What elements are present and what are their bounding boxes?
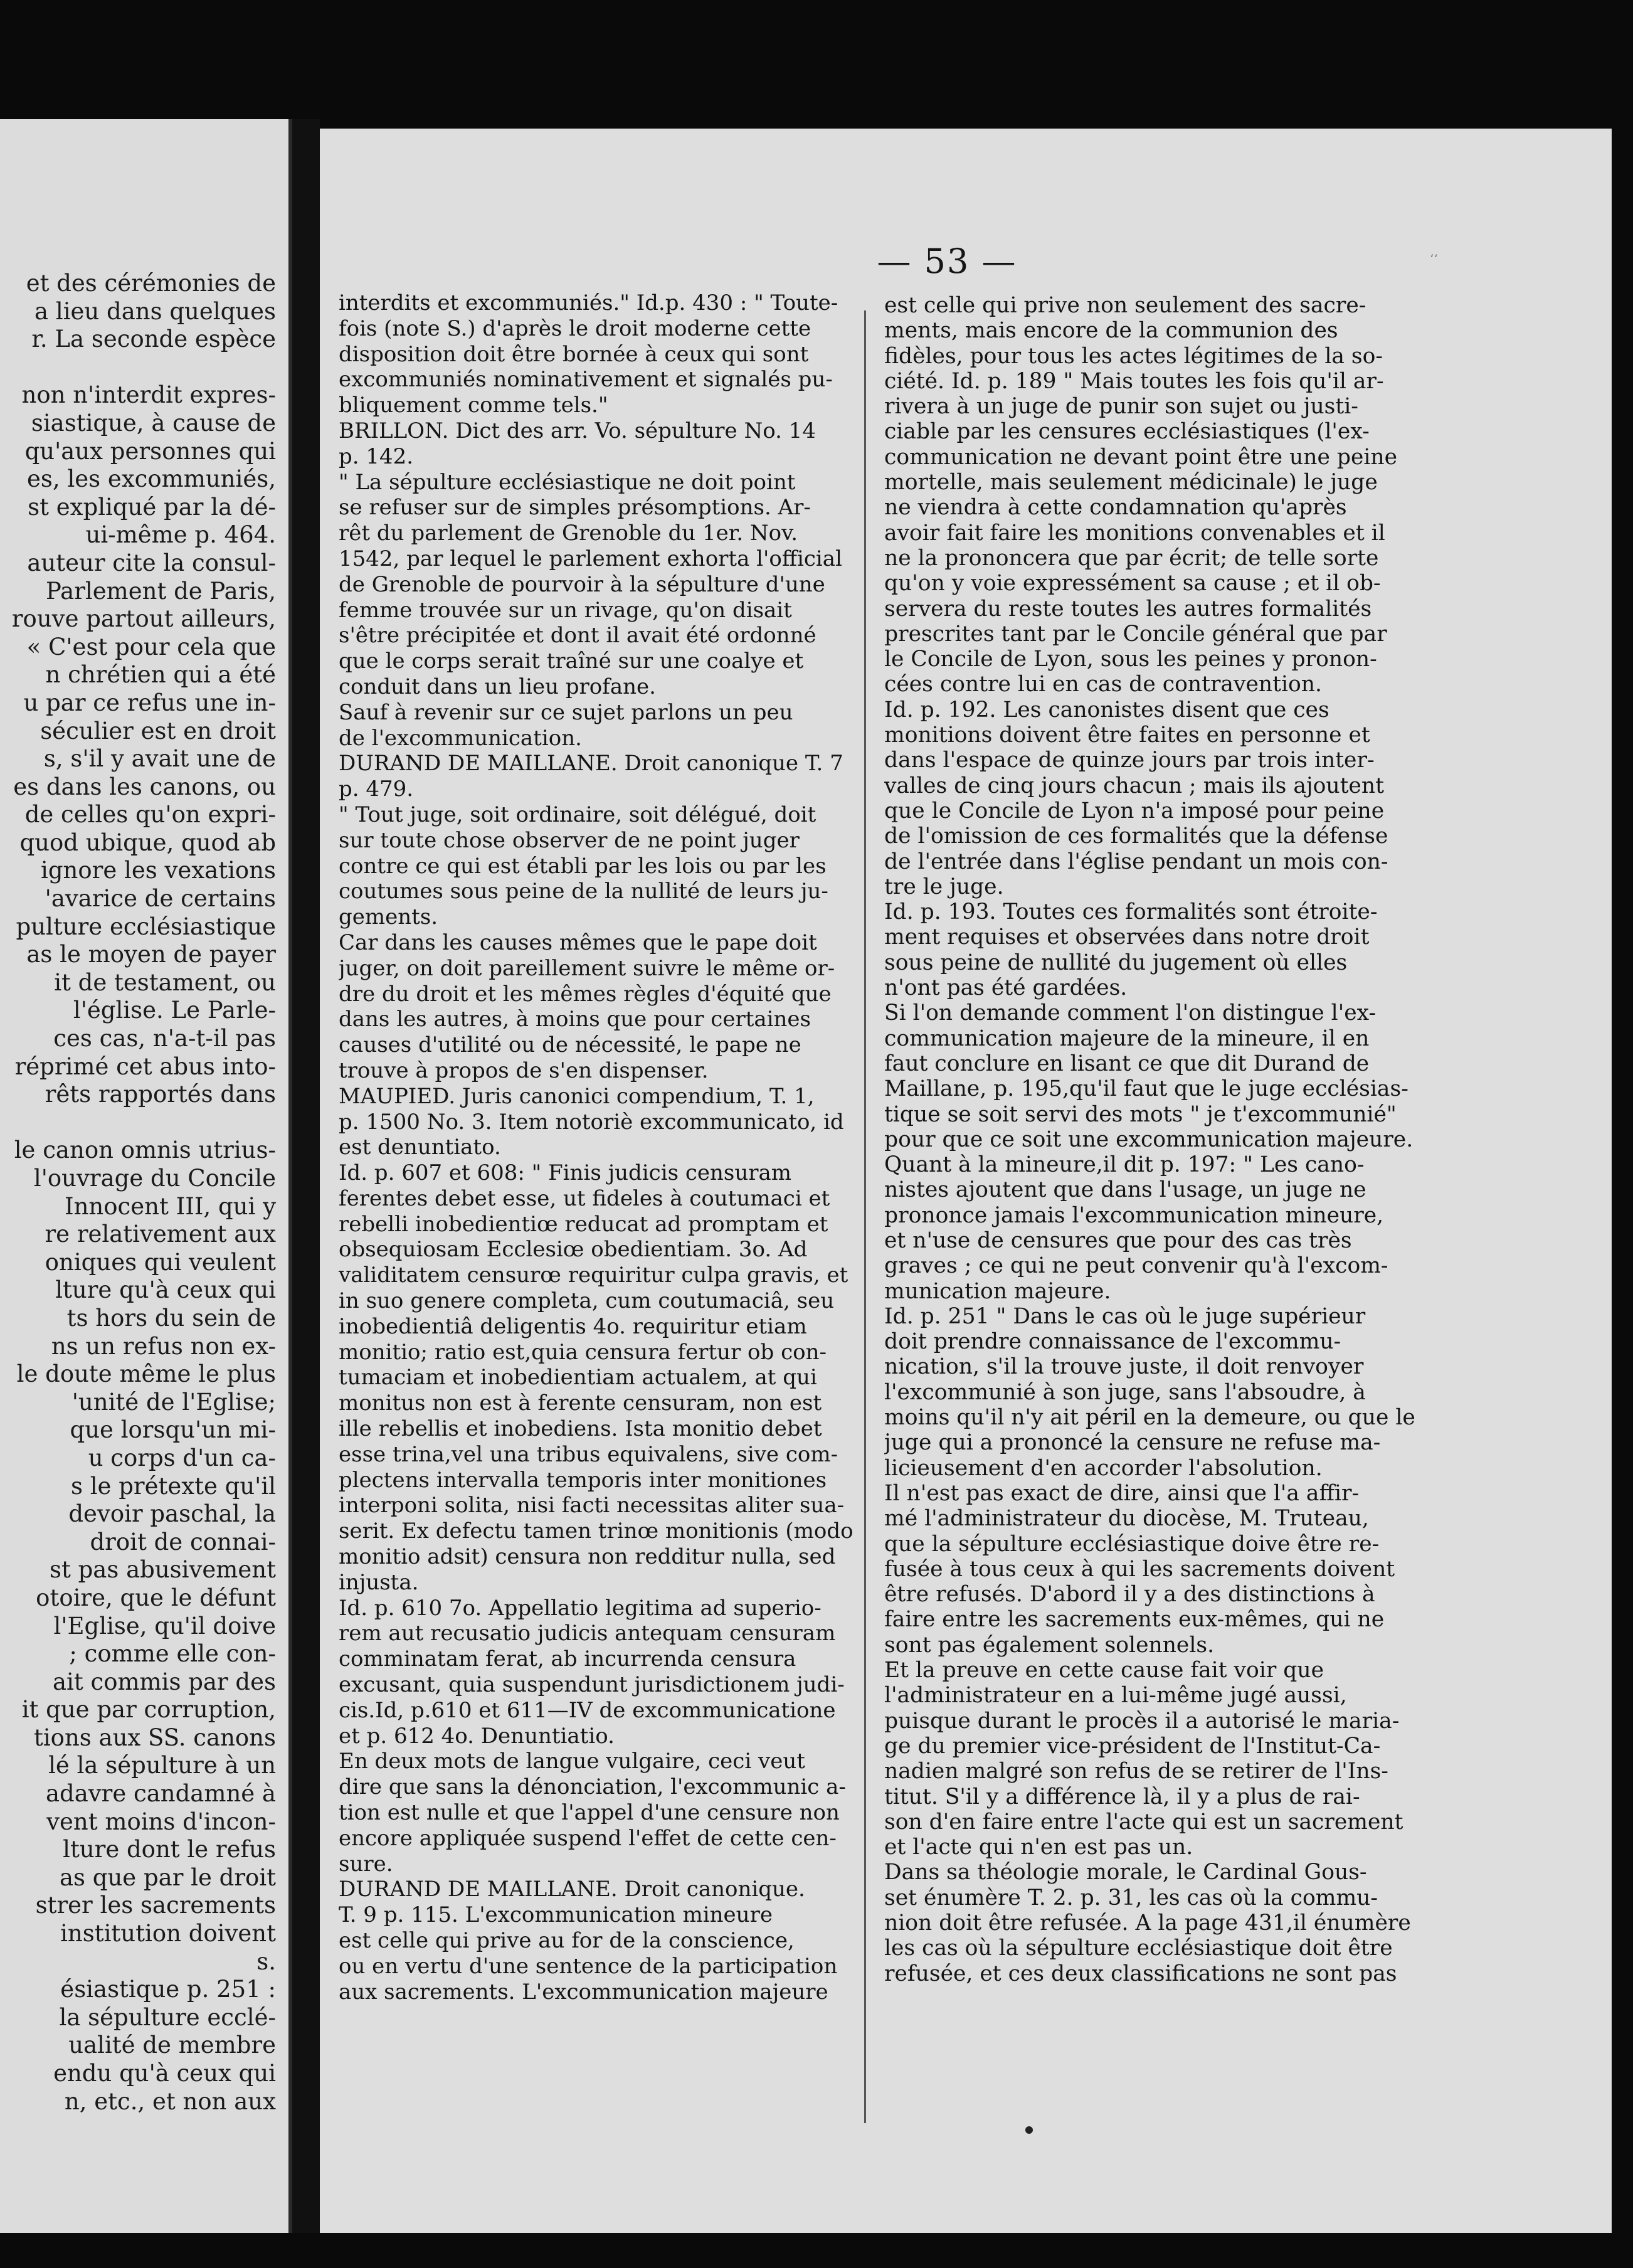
text-line: n'ont pas été gardées.: [884, 975, 1128, 1001]
text-line: et l'acte qui n'en est pas un.: [884, 1835, 1193, 1860]
text-line: disposition doit être bornée à ceux qui sont: [339, 341, 809, 367]
text-line: être refusés. D'abord il y a des distinctions à: [884, 1582, 1375, 1608]
text-line: dans les autres, à moins que pour certaines: [339, 1007, 811, 1032]
page: [320, 129, 1612, 2233]
text-line: se refuser sur de simples présomptions. Ar-: [339, 495, 811, 521]
facing-page-line: l'Eglise, qu'il doive: [53, 1612, 276, 1640]
text-line: coutumes sous peine de la nullité de leurs ju-: [339, 879, 828, 904]
text-line: Dans sa théologie morale, le Cardinal Gous-: [884, 1860, 1367, 1885]
text-line: ment requises et observées dans notre droit: [884, 925, 1370, 950]
text-line: et n'use de censures que pour des cas très: [884, 1227, 1352, 1253]
text-line: que le corps serait traîné sur une coalye et: [339, 649, 804, 674]
facing-page-line: institution doivent: [60, 1920, 276, 1947]
facing-page-line: ces cas, n'a-t-il pas: [53, 1025, 276, 1052]
text-line: trouve à propos de s'en dispenser.: [339, 1057, 709, 1083]
facing-page-line: droit de connai-: [90, 1528, 276, 1555]
text-line: excusant, quia suspendunt jurisdictionem judi-: [339, 1672, 845, 1698]
facing-page-line: as le moyen de payer: [26, 941, 276, 968]
facing-page-line: ignore les vexations: [41, 857, 276, 884]
text-line: mortelle, mais seulement médicinale) le juge: [884, 470, 1378, 495]
text-line: son d'en faire entre l'acte qui est un sacrement: [884, 1809, 1403, 1835]
facing-page-line: n, etc., et non aux: [64, 2087, 276, 2115]
text-column-left: [339, 290, 872, 2005]
text-line: validitatem censurœ requiritur culpa gravis, et: [339, 1263, 848, 1288]
facing-page-line: vent moins d'incon-: [46, 1808, 276, 1835]
text-line: faut conclure en lisant ce que dit Durand de: [884, 1051, 1370, 1076]
facing-page-line: auteur cite la consul-: [27, 549, 276, 576]
facing-page-line: que lorsqu'un mi-: [70, 1416, 276, 1444]
facing-page-line: s le prétexte qu'il: [70, 1472, 276, 1500]
text-line: rêt du parlement de Grenoble du 1er. Nov.: [339, 521, 798, 546]
facing-page-line: ait commis par des: [52, 1668, 276, 1695]
text-line: Id. p. 193. Toutes ces formalités sont étroite-: [884, 899, 1378, 925]
text-line: Maillane, p. 195,qu'il faut que le juge ecclésias-: [884, 1076, 1408, 1102]
text-line: servera du reste toutes les autres formalités: [884, 596, 1372, 622]
facing-page-line: le canon omnis utrius-: [14, 1137, 276, 1164]
text-line: ne viendra à cette condamnation qu'après: [884, 495, 1347, 521]
text-line: mé l'administrateur du diocèse, M. Truteau,: [884, 1506, 1369, 1532]
text-line: " La sépulture ecclésiastique ne doit point: [339, 469, 796, 495]
text-line: sur toute chose observer de ne point juger: [339, 827, 800, 853]
text-line: dre du droit et les mêmes règles d'équité que: [339, 981, 832, 1007]
facing-page-line: r. La seconde espèce: [31, 326, 276, 353]
text-line: faire entre les sacrements eux-mêmes, qui ne: [884, 1607, 1385, 1633]
book-gutter: [292, 119, 320, 2233]
text-line: munication majeure.: [884, 1278, 1111, 1304]
facing-page-line: es dans les canons, ou: [13, 773, 276, 800]
text-line: cis.Id, p.610 et 611—IV de excommunicatione: [339, 1697, 836, 1723]
facing-page-line: it de testament, ou: [54, 968, 276, 996]
facing-page-line: ualité de membre: [68, 2032, 276, 2059]
facing-page-line: re relativement aux: [45, 1221, 276, 1248]
text-line: ments, mais encore de la communion des: [884, 318, 1338, 344]
text-line: le Concile de Lyon, sous les peines y pronon-: [884, 647, 1377, 672]
facing-page-line: 'unité de l'Eglise;: [71, 1388, 276, 1416]
text-line: dans l'espace de quinze jours par trois inter-: [884, 748, 1375, 773]
ink-dot: [1025, 2126, 1033, 2134]
text-line: doit prendre connaissance de l'excommu-: [884, 1329, 1341, 1355]
facing-page-line: quod ubique, quod ab: [19, 829, 276, 856]
text-line: que le Concile de Lyon n'a imposé pour peine: [884, 798, 1385, 824]
facing-page-line: et des cérémonies de: [26, 270, 276, 297]
facing-page-line: l'église. Le Parle-: [73, 997, 276, 1024]
text-line: inobedientiâ deligentis 4o. requiritur etiam: [339, 1313, 807, 1339]
facing-page-line: [0, 354, 276, 382]
facing-page-line: la sépulture ecclé-: [59, 2003, 276, 2031]
text-line: l'administrateur en a lui-même jugé aussi,: [884, 1683, 1347, 1709]
text-line: interponi solita, nisi facti necessitas aliter sua-: [339, 1493, 845, 1518]
text-line: fusée à tous ceux à qui les sacrements doivent: [884, 1556, 1395, 1582]
facing-page-line: s, s'il y avait une de: [43, 745, 276, 773]
text-line: valles de cinq jours chacun ; mais ils ajoutent: [884, 773, 1384, 798]
text-line: monitio adsit) censura non redditur nulla, sed: [339, 1544, 836, 1570]
text-line: in suo genere completa, cum coutumaciâ, seu: [339, 1288, 835, 1314]
text-line: contre ce qui est établi par les lois ou par les: [339, 853, 827, 879]
facing-page-line: de celles qu'on expri-: [24, 801, 276, 829]
facing-page-line: as que par le droit: [59, 1863, 276, 1891]
facing-page-line: siastique, à cause de: [31, 409, 276, 437]
facing-page-line: Innocent III, qui y: [64, 1192, 276, 1220]
text-line: femme trouvée sur un rivage, qu'on disait: [339, 597, 792, 623]
facing-page-line: st pas abusivement: [50, 1556, 276, 1584]
facing-page-line: endu qu'à ceux qui: [53, 2060, 276, 2087]
facing-page-line: es, les excommuniés,: [27, 465, 276, 493]
text-line: de l'omission de ces formalités que la défense: [884, 824, 1388, 849]
text-line: Car dans les causes mêmes que le pape doit: [339, 930, 817, 955]
text-line: DURAND DE MAILLANE. Droit canonique.: [339, 1877, 805, 1902]
facing-page-line: devoir paschal, la: [68, 1500, 276, 1528]
text-line: ciable par les censures ecclésiastiques (l'ex-: [884, 419, 1370, 445]
text-line: ille rebellis et inobediens. Ista monitio debet: [339, 1416, 822, 1442]
text-line: p. 1500 No. 3. Item notoriè excommunicato, id: [339, 1109, 844, 1135]
text-line: p. 142.: [339, 443, 414, 469]
text-line: Id. p. 607 et 608: " Finis judicis censuram: [339, 1160, 792, 1186]
facing-page-line: ; comme elle con-: [69, 1640, 276, 1668]
facing-page-text: [0, 270, 276, 2116]
text-line: puisque durant le procès il a autorisé le maria-: [884, 1708, 1400, 1734]
text-line: Id. p. 251 " Dans le cas où le juge supérieur: [884, 1303, 1366, 1329]
page-number: — 53 —: [877, 241, 1017, 281]
facing-page-line: lture qu'à ceux qui: [55, 1276, 276, 1304]
facing-page-line: Parlement de Paris,: [45, 577, 276, 605]
facing-page-line: lé la sépulture à un: [48, 1752, 276, 1779]
facing-page-line: u par ce refus une in-: [23, 689, 276, 716]
facing-page-line: oniques qui veulent: [45, 1248, 276, 1276]
text-line: tique se soit servi des mots " je t'excommunié": [884, 1101, 1397, 1127]
text-line: interdits et excommuniés." Id.p. 430 : " Toute-: [339, 290, 838, 315]
text-line: BRILLON. Dict des arr. Vo. sépulture No. 14: [339, 418, 816, 443]
text-line: Id. p. 610 7o. Appellatio legitima ad superio-: [339, 1595, 822, 1621]
facing-page-line: adavre candamné à: [45, 1780, 276, 1808]
text-line: nication, s'il la trouve juste, il doit renvoyer: [884, 1354, 1364, 1380]
text-line: l'excommunié à son juge, sans l'absoudre, à: [884, 1379, 1366, 1405]
text-line: encore appliquée suspend l'effet de cette cen-: [339, 1825, 837, 1851]
text-line: rivera à un juge de punir son sujet ou justi-: [884, 394, 1358, 420]
text-line: prononce jamais l'excommunication mineure,: [884, 1202, 1384, 1228]
facing-page-line: 'avarice de certains: [45, 885, 276, 913]
facing-page-line: [0, 1109, 276, 1137]
text-line: est denuntiato.: [339, 1135, 501, 1160]
text-line: ciété. Id. p. 189 " Mais toutes les fois qu'il ar-: [884, 368, 1384, 394]
text-line: juge qui a prononcé la censure ne refuse ma-: [884, 1430, 1381, 1456]
text-line: Il n'est pas exact de dire, ainsi que l'a affir-: [884, 1480, 1360, 1506]
text-line: de l'entrée dans l'église pendant un mois con-: [884, 849, 1388, 874]
facing-page-line: st expliqué par la dé-: [28, 493, 276, 521]
page-edge-mark: ʻʻ: [1430, 252, 1438, 267]
text-line: sous peine de nullité du jugement où elles: [884, 950, 1348, 975]
text-line: sure.: [339, 1851, 393, 1877]
text-line: DURAND DE MAILLANE. Droit canonique T. 7: [339, 751, 843, 776]
text-line: s'être précipitée et dont il avait été ordonné: [339, 623, 816, 649]
text-line: plectens intervalla temporis inter monitiones: [339, 1467, 827, 1493]
facing-page-line: u corps d'un ca-: [88, 1444, 276, 1471]
facing-page-line: n chrétien qui a été: [45, 661, 276, 689]
facing-page-fragment: [0, 119, 292, 2233]
text-line: nistes ajoutent que dans l'usage, un juge ne: [884, 1177, 1366, 1203]
text-line: fois (note S.) d'après le droit moderne cette: [339, 315, 811, 341]
text-line: monitions doivent être faites en personne et: [884, 723, 1370, 748]
text-line: bliquement comme tels.": [339, 393, 608, 418]
text-line: MAUPIED. Juris canonici compendium, T. 1,: [339, 1083, 815, 1109]
text-line: comminatam ferat, ab incurrenda censura: [339, 1646, 796, 1672]
facing-page-line: qu'aux personnes qui: [24, 437, 276, 465]
text-line: " Tout juge, soit ordinaire, soit délégué, doit: [339, 802, 816, 827]
text-line: ne la prononcera que par écrit; de telle sorte: [884, 545, 1379, 571]
facing-page-line: a lieu dans quelques: [34, 297, 276, 325]
text-line: communication majeure de la mineure, il en: [884, 1025, 1370, 1051]
text-line: communication ne devant point être une peine: [884, 444, 1398, 470]
text-line: Sauf à revenir sur ce sujet parlons un peu: [339, 699, 793, 725]
text-line: fidèles, pour tous les actes légitimes de la so-: [884, 343, 1383, 369]
facing-page-line: s.: [256, 1947, 276, 1975]
text-line: prescrites tant par le Concile général que par: [884, 621, 1387, 647]
text-line: aux sacrements. L'excommunication majeure: [339, 1979, 828, 2005]
text-line: set énumère T. 2. p. 31, les cas où la commu-: [884, 1885, 1378, 1910]
text-line: nion doit être refusée. A la page 431,il énumère: [884, 1910, 1411, 1936]
text-line: rebelli inobedientiœ reducat ad promptam et: [339, 1211, 828, 1237]
text-line: Et la preuve en cette cause fait voir que: [884, 1658, 1324, 1683]
facing-page-line: strer les sacrements: [35, 1892, 276, 1919]
facing-page-line: ui-même p. 464.: [85, 521, 276, 549]
text-line: En deux mots de langue vulgaire, ceci veut: [339, 1749, 805, 1774]
facing-page-line: non n'interdit expres-: [21, 381, 276, 409]
text-line: les cas où la sépulture ecclésiastique doit être: [884, 1936, 1393, 1961]
text-line: T. 9 p. 115. L'excommunication mineure: [339, 1902, 773, 1928]
text-line: sont pas également solennels.: [884, 1632, 1215, 1658]
text-line: 1542, par lequel le parlement exhorta l'official: [339, 546, 842, 571]
text-line: de l'excommunication.: [339, 725, 582, 751]
text-line: Si l'on demande comment l'on distingue l'ex-: [884, 1000, 1377, 1026]
facing-page-line: ns un refus non ex-: [51, 1332, 276, 1360]
text-line: serit. Ex defectu tamen trinœ monitionis (modo: [339, 1518, 853, 1544]
text-line: que la sépulture ecclésiastique doive être re-: [884, 1531, 1380, 1557]
column-divider: [864, 310, 866, 2123]
text-line: titut. S'il y a différence là, il y a plus de rai-: [884, 1784, 1360, 1810]
facing-page-line: ts hors du sein de: [66, 1304, 276, 1332]
text-line: licieusement d'en accorder l'absolution.: [884, 1455, 1323, 1481]
text-line: injusta.: [339, 1569, 419, 1595]
text-line: Quant à la mineure,il dit p. 197: " Les cano-: [884, 1152, 1365, 1178]
text-line: juger, on doit pareillement suivre le même or-: [339, 955, 835, 981]
text-line: dire que sans la dénonciation, l'excommunic a-: [339, 1774, 846, 1800]
text-line: ou en vertu d'une sentence de la participation: [339, 1953, 838, 1979]
facing-page-line: ésiastique p. 251 :: [60, 1976, 276, 2003]
text-line: tumaciam et inobedientiam actualem, at qui: [339, 1365, 817, 1391]
facing-page-line: réprimé cet abus into-: [14, 1052, 276, 1080]
facing-page-line: rêts rapportés dans: [45, 1081, 276, 1108]
text-line: et p. 612 4o. Denuntiatio.: [339, 1723, 615, 1749]
text-line: gements.: [339, 904, 438, 930]
text-line: avoir fait faire les monitions convenables et il: [884, 520, 1385, 546]
text-line: monitus non est à ferente censuram, non est: [339, 1391, 822, 1416]
text-line: ferentes debet esse, ut fideles à coutumaci et: [339, 1185, 830, 1211]
text-line: est celle qui prive au for de la conscience,: [339, 1928, 795, 1953]
facing-page-line: séculier est en droit: [40, 717, 276, 745]
text-line: refusée, et ces deux classifications ne sont pas: [884, 1961, 1397, 1986]
text-line: nadien malgré son refus de se retirer de l'Ins-: [884, 1759, 1388, 1784]
text-line: causes d'utilité ou de nécessité, le pape ne: [339, 1032, 801, 1058]
text-line: monitio; ratio est,quia censura fertur ob con-: [339, 1339, 827, 1365]
facing-page-line: le doute même le plus: [16, 1360, 276, 1388]
text-line: pour que ce soit une excommunication majeure.: [884, 1126, 1414, 1152]
text-line: moins qu'il n'y ait péril en la demeure, ou que le: [884, 1405, 1415, 1431]
text-line: cées contre lui en cas de contravention.: [884, 672, 1322, 697]
facing-page-line: it que par corruption,: [21, 1696, 276, 1724]
text-line: Id. p. 192. Les canonistes disent que ces: [884, 697, 1329, 723]
facing-page-line: lture dont le refus: [63, 1836, 276, 1863]
facing-page-line: pulture ecclésiastique: [16, 913, 276, 940]
text-line: graves ; ce qui ne peut convenir qu'à l'excom-: [884, 1253, 1388, 1279]
text-line: qu'on y voie expressément sa cause ; et il ob-: [884, 571, 1381, 596]
text-line: ge du premier vice-président de l'Institut-Ca-: [884, 1733, 1381, 1759]
facing-page-line: rouve partout ailleurs,: [11, 605, 276, 633]
text-column-right: [884, 293, 1449, 1986]
text-line: p. 479.: [339, 776, 414, 802]
text-line: rem aut recusatio judicis antequam censuram: [339, 1621, 836, 1646]
facing-page-line: tions aux SS. canons: [33, 1724, 276, 1751]
facing-page-line: « C'est pour cela que: [26, 633, 276, 660]
text-line: tion est nulle et que l'appel d'une censure non: [339, 1800, 840, 1826]
text-line: esse trina,vel una tribus equivalens, sive com-: [339, 1441, 838, 1467]
text-line: est celle qui prive non seulement des sacre-: [884, 293, 1366, 318]
facing-page-line: l'ouvrage du Concile: [33, 1165, 276, 1192]
text-line: de Grenoble de pourvoir à la sépulture d'une: [339, 571, 825, 597]
text-line: obsequiosam Ecclesiœ obedientiam. 3o. Ad: [339, 1237, 808, 1263]
facing-page-line: otoire, que le défunt: [36, 1584, 276, 1611]
text-line: tre le juge.: [884, 874, 1004, 899]
text-line: conduit dans un lieu profane.: [339, 674, 656, 699]
text-line: excommuniés nominativement et signalés pu-: [339, 367, 833, 393]
